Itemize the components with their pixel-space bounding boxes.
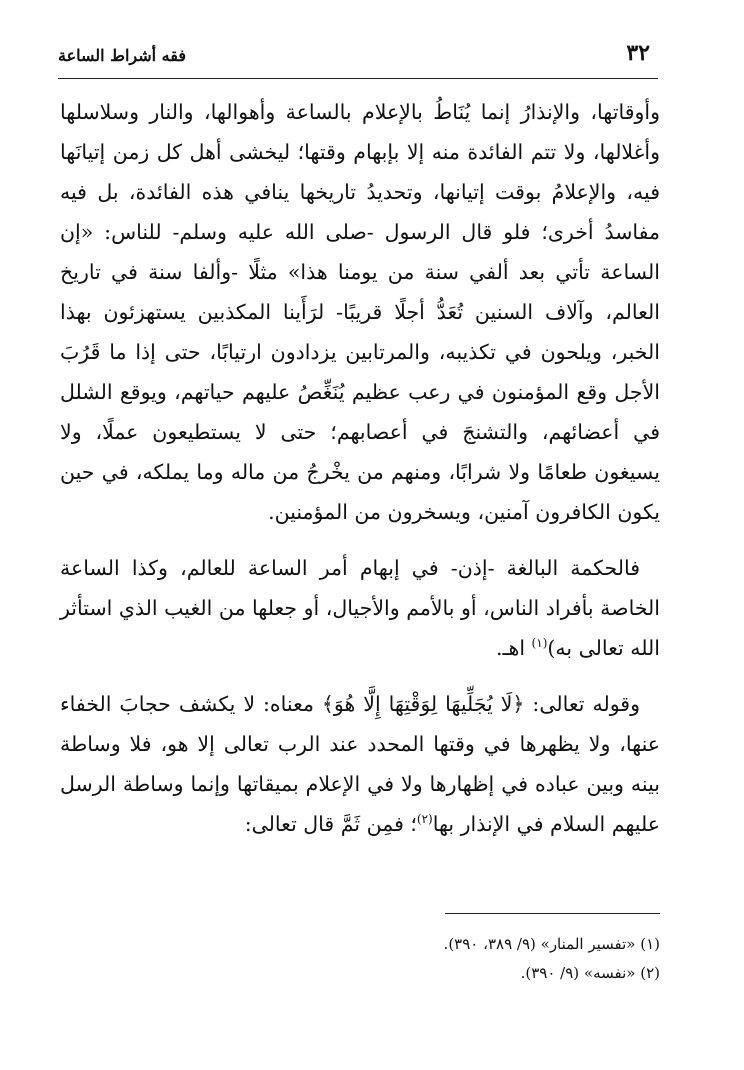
paragraph-3-text: وقوله تعالى: ﴿لَا يُجَلِّيهَا لِوَقْتِهَا إِلَّا هُوَ﴾ معناه: لا يكشف حجابَ الخفاء عنها، ولا يظهرها في وقتها المحدد عند الرب تعالى إلا هو، فلا وساطة بينه وبين عباده في إظهارها ولا في الإعلام بميقاتها وإنما وساطة الرسل عليهم السلام في الإنذار بها (60, 692, 660, 836)
footnote-2: (٢) «نفسه» (٩/ ٣٩٠). (520, 964, 660, 982)
paragraph-2-tail: اهـ. (496, 636, 532, 660)
footnote-1: (١) «تفسير المنار» (٩/ ٣٨٩، ٣٩٠). (443, 935, 660, 953)
footnotes (60, 930, 660, 988)
paragraph-2-text: فالحكمة البالغة -إذن- في إبهام أمر الساعة للعالم، وكذا الساعة الخاصة بأفراد الناس، أو بالأمم والأجيال، أو جعلها من الغيب الذي استأثر الله تعالى به) (60, 556, 660, 660)
footnote-marker-2[interactable]: (٢) (416, 812, 433, 827)
body-text (60, 92, 660, 844)
page-header (58, 34, 658, 79)
running-title: فقه أشراط الساعة (58, 46, 186, 65)
paragraph-3-tail: ؛ فمِن ثَمَّ قال تعالى: (244, 812, 417, 836)
paragraph-1 (60, 92, 660, 532)
paragraph-1-text: وأوقاتها، والإنذارُ إنما يُنَاطُ بالإعلام بالساعة وأهوالها، والنار وسلاسلها وأغلالها، ولا تتم الفائدة منه إلا بإبهام وقتها؛ ليخشى أهل كل زمن إتيانَها فيه، والإعلامُ بوقت إتيانها، وتحديدُ تاريخها ينافي هذه الفائدة، بل فيه مفاسدُ أخرى؛ فلو قال الرسول -صلى الله عليه وسلم- للناس: «إن الساعة تأتي بعد ألفي سنة من يومنا هذا» مثلًا -وألفا سنة في تاريخ العالم، وآلاف السنين تُعَدُّ أجلًا قريبًا- لرَأَينا المكذبين يستهزئون بهذا الخبر، ويلحون في تكذيبه، والمرتابين يزدادون ارتيابًا، حتى إذا ما قَرُبَ الأجل وقع المؤمنون في رعب عظيم يُنَغِّصُ عليهم حياتهم، ويوقع الشلل في أعضائهم، والتشنجَ في أعصابهم؛ حتى لا يستطيعون عملًا، ولا يسيغون طعامًا ولا شرابًا، ومنهم من يخْرجُ من ماله وما يملكه، في حين يكون الكافرون آمنين، ويسخرون من المؤمنين. (60, 100, 660, 524)
footnote-marker-1[interactable]: (١) (531, 636, 548, 651)
paragraph-3 (60, 684, 660, 844)
paragraph-2 (60, 548, 660, 668)
page-number: ٣٢ (626, 40, 650, 66)
footnote-divider (445, 913, 660, 914)
